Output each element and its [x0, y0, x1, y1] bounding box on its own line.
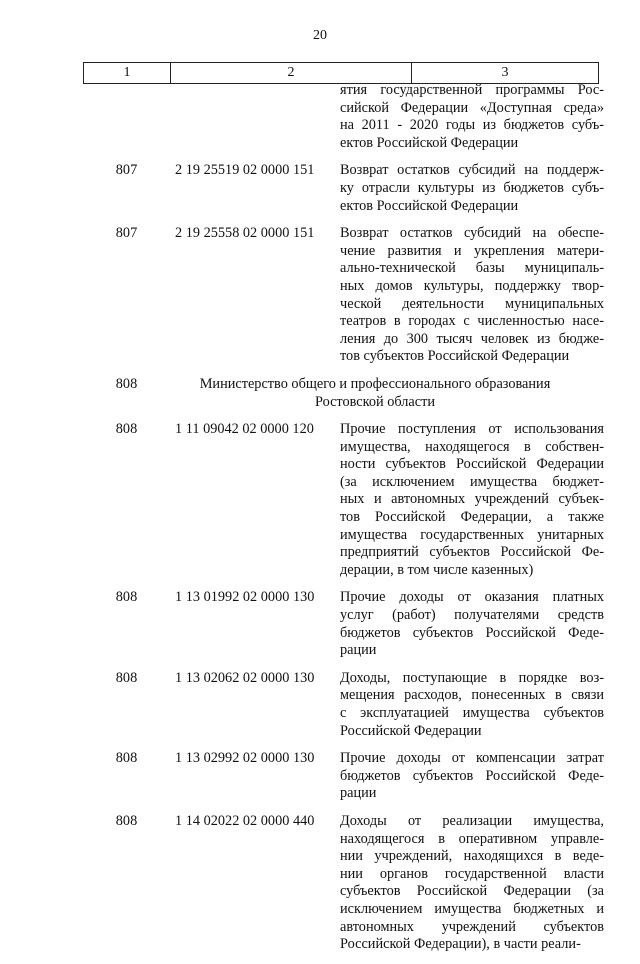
- table-row: [83, 669, 604, 740]
- admin-code: 807: [115, 162, 138, 179]
- description-line: исключением имущества бюджетных и: [340, 900, 604, 917]
- description-line: Прочие поступления от использования: [340, 421, 604, 438]
- income-description: [340, 750, 604, 803]
- description-line: автономных учреждений субъектов: [340, 918, 604, 935]
- income-description: [340, 670, 604, 740]
- description-line: бюджетов субъектов Российской Феде-: [340, 624, 604, 641]
- table-row: [83, 750, 604, 803]
- income-code: [90, 82, 335, 152]
- ministry-heading-row: [83, 376, 599, 411]
- description-line: услуг (работ) получателями средств: [340, 607, 604, 624]
- description-line: ектов Российской Федерации: [340, 197, 519, 214]
- income-description: [340, 589, 604, 659]
- header-col-3: 3: [501, 65, 509, 80]
- description-line: с эксплуатацией имущества субъектов: [340, 705, 604, 721]
- table-row: [83, 421, 604, 579]
- income-description: [340, 225, 604, 366]
- description-line: чение развития и укрепления матери-: [340, 242, 604, 259]
- description-line: (за исключением имущества бюджет-: [340, 473, 604, 490]
- description-line: тов субъектов Российской Федерации: [340, 348, 570, 365]
- description-line: ектов Российской Федерации: [340, 134, 519, 151]
- header-col-1: 1: [84, 63, 171, 83]
- description-line: на 2011 - 2020 годы из бюджетов субъ-: [340, 117, 604, 134]
- description-line: ку отрасли культуры из бюджетов субъ-: [340, 179, 604, 196]
- description-line: мещения расходов, понесенных в связи: [340, 687, 604, 704]
- description-line: дерации, в том числе казенных): [340, 561, 534, 578]
- income-description: [340, 813, 604, 954]
- description-line: бюджетов субъектов Российской Феде-: [340, 767, 604, 784]
- description-line: Доходы от реализации имущества,: [340, 812, 604, 829]
- description-line: Доходы, поступающие в порядке воз-: [340, 669, 604, 686]
- header-col-2: 2: [171, 63, 412, 83]
- income-code: 1 14 02022 02 0000 440: [175, 812, 315, 829]
- table-row: [83, 589, 604, 659]
- income-description: [340, 82, 604, 152]
- description-line: имущества, находящегося в собствен-: [340, 438, 604, 455]
- description-line: рации: [340, 785, 377, 802]
- income-code: 1 13 01992 02 0000 130: [175, 589, 315, 606]
- ministry-title-line: Министерство общего и профессионального образования: [199, 375, 551, 392]
- admin-code: 808: [115, 812, 138, 829]
- income-code: 2 19 25558 02 0000 151: [175, 225, 315, 242]
- table-row: [83, 225, 604, 366]
- table-body: [83, 82, 604, 964]
- description-line: находящегося в оперативном управле-: [340, 830, 604, 847]
- income-description: [340, 162, 604, 215]
- description-line: субъектов Российской Федерации (за: [340, 883, 604, 900]
- table-header: [83, 62, 599, 84]
- income-code: 1 11 09042 02 0000 120: [175, 421, 314, 438]
- description-line: тов Российской Федерации, а также: [340, 509, 604, 526]
- description-line: рации: [340, 642, 377, 659]
- income-code: 2 19 25519 02 0000 151: [175, 162, 315, 179]
- admin-code: 808: [115, 375, 138, 392]
- table-row: [83, 812, 604, 954]
- description-line: ческой деятельности муниципальных: [340, 295, 604, 312]
- description-line: нии учреждений, находящихся в веде-: [340, 848, 604, 865]
- admin-code: 808: [115, 750, 138, 767]
- description-line: ных и автономных учреждений субъек-: [340, 491, 604, 508]
- description-line: ления до 300 тысяч человек из бюдже-: [340, 330, 604, 347]
- description-line: Возврат остатков субсидий на поддерж-: [340, 162, 604, 179]
- admin-code: 807: [115, 225, 138, 242]
- description-line: нии органов государственной власти: [340, 865, 604, 882]
- description-line: сийской Федерации «Доступная среда»: [340, 99, 604, 116]
- ministry-title: [175, 376, 575, 411]
- income-description: [340, 421, 604, 579]
- description-line: Прочие доходы от оказания платных: [340, 589, 604, 606]
- description-line: имущества государственных унитарных: [340, 526, 604, 543]
- description-line: Возврат остатков субсидий на обеспе-: [340, 225, 604, 242]
- page-number: 20: [313, 28, 327, 43]
- admin-code: 808: [115, 589, 138, 606]
- table-row: [83, 82, 604, 152]
- description-line: предприятий субъектов Российской Фе-: [340, 544, 604, 561]
- admin-code: 808: [115, 421, 138, 438]
- description-line: ально-технической базы муниципаль-: [340, 260, 604, 277]
- table-row: [83, 162, 604, 215]
- income-code: 1 13 02062 02 0000 130: [175, 669, 315, 686]
- income-code: 1 13 02992 02 0000 130: [175, 750, 315, 767]
- description-line: ности субъектов Российской Федерации: [340, 456, 604, 473]
- ministry-title-line: Ростовской области: [314, 393, 436, 410]
- description-line: театров в городах с численностью насе-: [340, 313, 604, 330]
- description-line: ятия государственной программы Рос-: [340, 82, 604, 98]
- admin-code: 808: [115, 669, 138, 686]
- description-line: ных домов культуры, поддержку твор-: [340, 277, 604, 294]
- description-line: Российской Федерации: [340, 722, 482, 739]
- description-line: Прочие доходы от компенсации затрат: [340, 750, 604, 767]
- description-line: Российской Федерации), в части реали-: [340, 936, 581, 953]
